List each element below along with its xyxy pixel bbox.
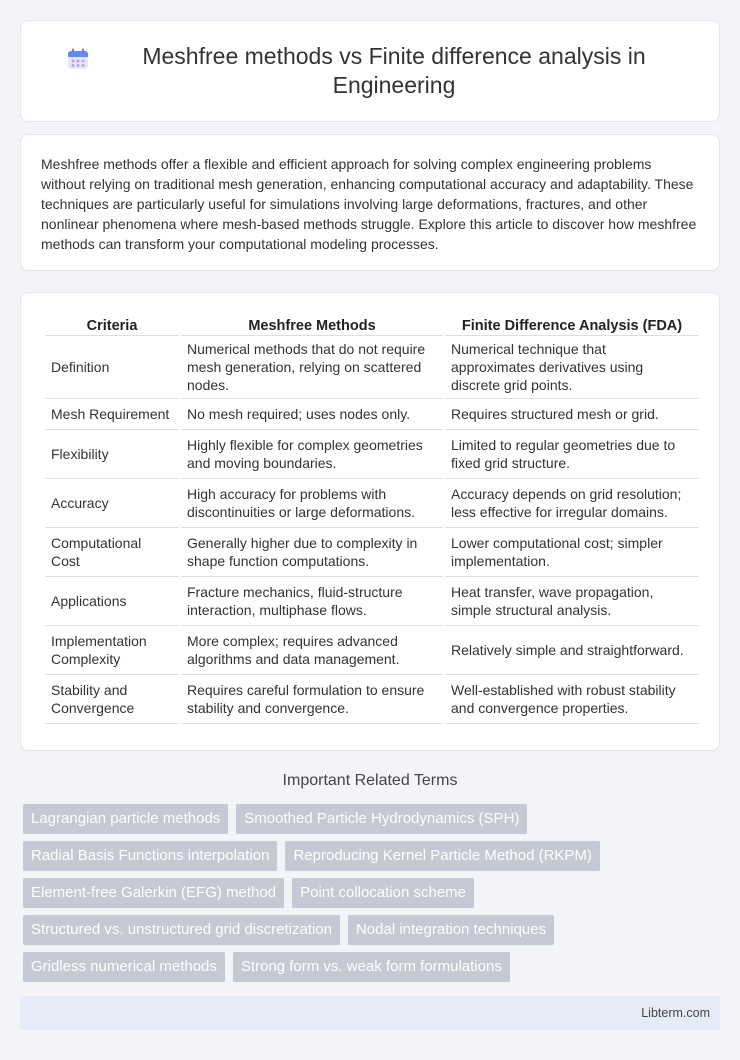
fda-cell: Heat transfer, wave propagation, simple structural analysis. xyxy=(445,577,699,626)
criteria-cell: Flexibility xyxy=(45,430,179,479)
meshfree-cell: Fracture mechanics, fluid-structure interaction, multiphase flows. xyxy=(181,577,443,626)
criteria-cell: Mesh Requirement xyxy=(45,399,179,430)
table-row xyxy=(45,399,699,430)
meshfree-cell: More complex; requires advanced algorithms and data management. xyxy=(181,626,443,675)
related-terms-heading: Important Related Terms xyxy=(282,772,458,789)
related-term-tag[interactable]: Element-free Galerkin (EFG) method xyxy=(23,878,284,908)
footer-site-link[interactable]: Libterm.com xyxy=(641,1006,710,1020)
fda-cell: Numerical technique that approximates derivatives using discrete grid points. xyxy=(445,336,699,399)
comparison-table-card xyxy=(20,292,720,751)
meshfree-cell: Requires careful formulation to ensure stability and convergence. xyxy=(181,675,443,724)
calendar-icon xyxy=(66,47,90,71)
comparison-table xyxy=(43,313,701,724)
fda-cell: Relatively simple and straightforward. xyxy=(445,626,699,675)
criteria-cell: Computational Cost xyxy=(45,528,179,577)
fda-cell: Limited to regular geometries due to fixed grid structure. xyxy=(445,430,699,479)
table-row xyxy=(45,577,699,626)
page-title: Meshfree methods vs Finite difference analysis in Engineering xyxy=(142,43,646,98)
meshfree-cell: Highly flexible for complex geometries and moving boundaries. xyxy=(181,430,443,479)
fda-cell: Well-established with robust stability and convergence properties. xyxy=(445,675,699,724)
meshfree-cell: High accuracy for problems with discontinuities or large deformations. xyxy=(181,479,443,528)
criteria-cell: Accuracy xyxy=(45,479,179,528)
related-term-tag[interactable]: Radial Basis Functions interpolation xyxy=(23,841,277,871)
table-row xyxy=(45,479,699,528)
header-card xyxy=(20,20,720,122)
footer xyxy=(20,996,720,1030)
related-term-tag[interactable]: Nodal integration techniques xyxy=(348,915,554,945)
table-row xyxy=(45,626,699,675)
meshfree-cell: Numerical methods that do not require mesh generation, relying on scattered nodes. xyxy=(181,336,443,399)
header-meshfree: Meshfree Methods xyxy=(181,313,443,336)
fda-cell: Lower computational cost; simpler implementation. xyxy=(445,528,699,577)
related-term-tag[interactable]: Strong form vs. weak form formulations xyxy=(233,952,510,982)
criteria-cell: Definition xyxy=(45,336,179,399)
table-row xyxy=(45,336,699,399)
related-term-tag[interactable]: Point collocation scheme xyxy=(292,878,474,908)
related-term-tag[interactable]: Reproducing Kernel Particle Method (RKPM) xyxy=(285,841,599,871)
header-fda: Finite Difference Analysis (FDA) xyxy=(445,313,699,336)
table-header-row xyxy=(45,313,699,336)
table-row xyxy=(45,675,699,724)
related-terms-tags xyxy=(23,804,723,982)
criteria-cell: Stability and Convergence xyxy=(45,675,179,724)
related-term-tag[interactable]: Lagrangian particle methods xyxy=(23,804,228,834)
criteria-cell: Applications xyxy=(45,577,179,626)
related-term-tag[interactable]: Structured vs. unstructured grid discretization xyxy=(23,915,340,945)
table-row xyxy=(45,528,699,577)
intro-paragraph: Meshfree methods offer a flexible and efficient approach for solving complex engineering problems without relying on traditional mesh generation, enhancing computational accuracy and adaptability. These techniques are particularly useful for simulations involving large deformations, fractures, and other nonlinear phenomena where mesh-based methods struggle. Explore this article to discover how meshfree methods can transform your computational modeling processes. xyxy=(41,156,697,252)
header-criteria: Criteria xyxy=(45,313,179,336)
criteria-cell: Implementation Complexity xyxy=(45,626,179,675)
related-term-tag[interactable]: Smoothed Particle Hydrodynamics (SPH) xyxy=(236,804,527,834)
meshfree-cell: No mesh required; uses nodes only. xyxy=(181,399,443,430)
related-term-tag[interactable]: Gridless numerical methods xyxy=(23,952,225,982)
fda-cell: Accuracy depends on grid resolution; less effective for irregular domains. xyxy=(445,479,699,528)
fda-cell: Requires structured mesh or grid. xyxy=(445,399,699,430)
meshfree-cell: Generally higher due to complexity in shape function computations. xyxy=(181,528,443,577)
intro-card xyxy=(20,134,720,271)
table-row xyxy=(45,430,699,479)
